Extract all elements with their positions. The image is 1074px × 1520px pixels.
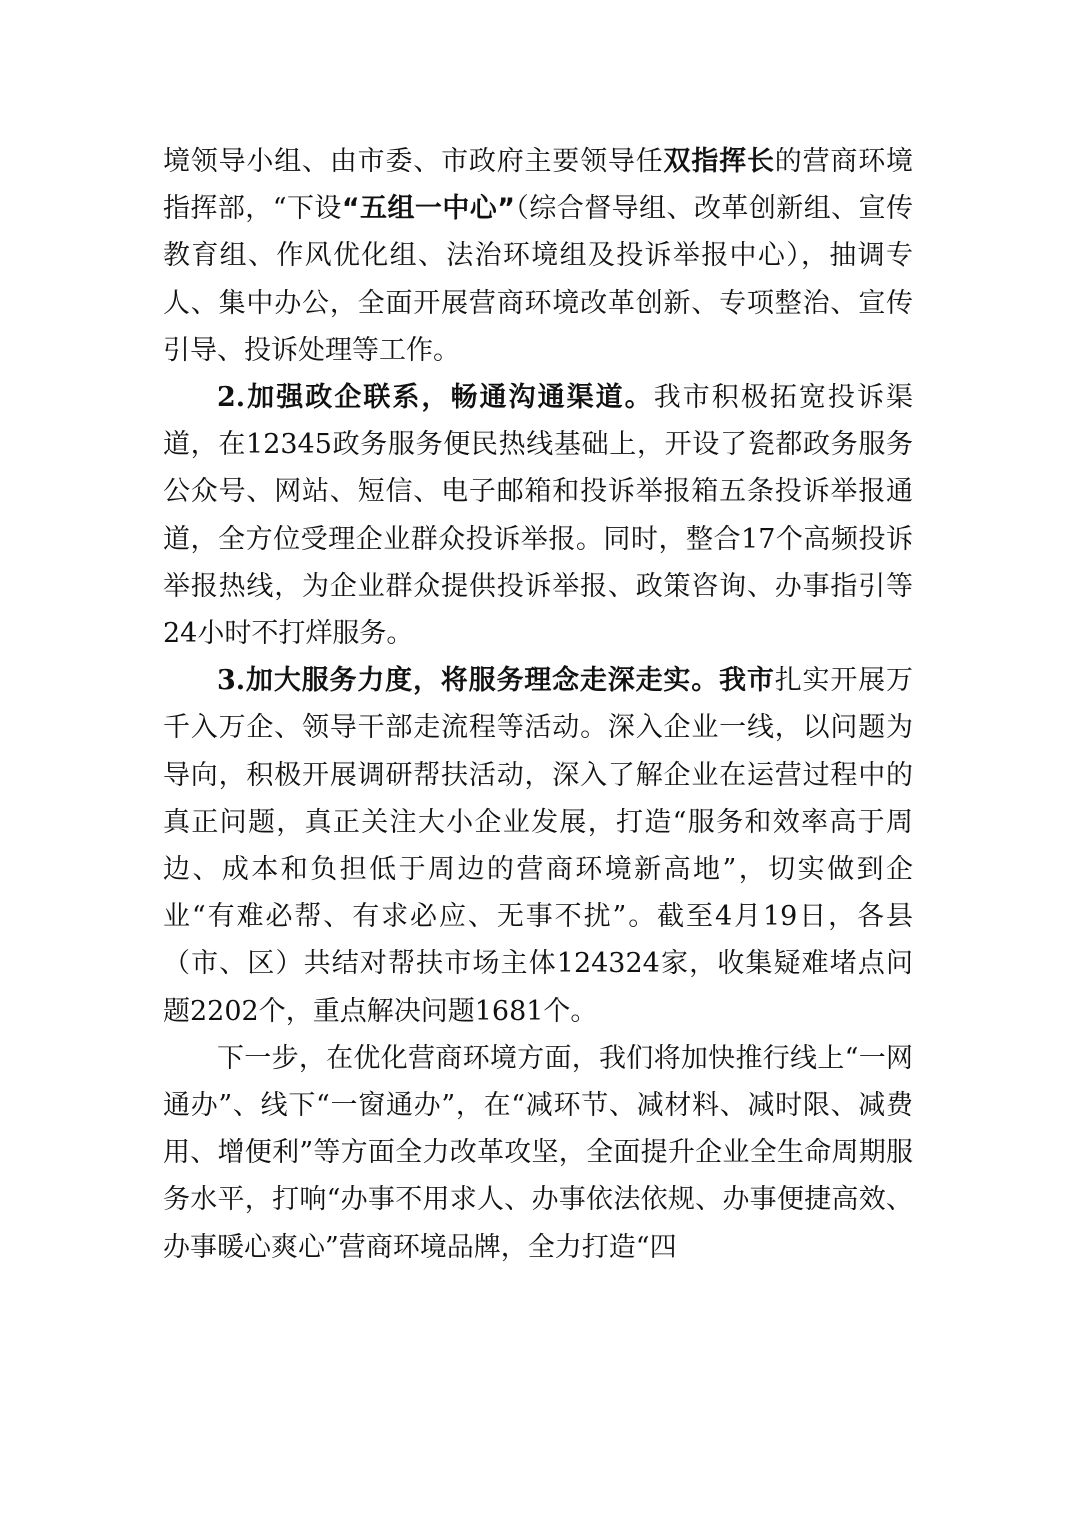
text-segment: 的营商环境指挥部，“下设 [163,146,914,225]
bold-text-segment: 双指挥长 [663,146,775,177]
text-segment: 扎实开展万千入万企、领导干部走流程等活动。深入企业一线，以问题为导向，积极开展调研帮扶活动，深入了解企业在运营过程中的真正问题，真正关注大小企业发展，打造“服务和效率高于周边、成本和负担低于周边的营商环境新高地”，切实做到企业“有难必帮、有求必应、无事不扰”。截至4月19日，各县（市、区）共结对帮扶市场主体124324家，收集疑难堵点问题2202个，重点解决问题1681个。 [163,665,914,1027]
text-segment: 我市积极拓宽投诉渠道，在12345政务服务便民热线基础上，开设了瓷都政务服务公众号、网站、短信、电子邮箱和投诉举报箱五条投诉举报通道，全方位受理企业群众投诉举报。同时，整合17个高频投诉举报热线，为企业群众提供投诉举报、政策咨询、办事指引等24小时不打烊服务。 [163,382,914,650]
bold-text-segment: “五组一中心” [341,193,515,225]
paragraph-4 [163,1035,913,1271]
text-segment: 下一步，在优化营商环境方面，我们将加快推行线上“一网通办”、线下“一窗通办”，在“减环节、减材料、减时限、减费用、增便利”等方面全力改革攻坚，全面提升企业全生命周期服务水平，打响“办事不用求人、办事依法依规、办事便捷高效、办事暖心爽心”营商环境品牌，全力打造“四 [163,1042,913,1263]
document-body [163,138,913,1271]
paragraph-2 [163,374,913,657]
paragraph-3 [163,657,913,1035]
section-heading-2: 2.加强政企联系，畅通沟通渠道。 [217,382,654,414]
text-segment: （综合督导组、改革创新组、宣传教育组、作风优化组、法治环境组及投诉举报中心），抽调专人、集中办公，全面开展营商环境改革创新、专项整治、宣传引导、投诉处理等工作。 [163,193,913,366]
text-segment: 境领导小组、由市委、市政府主要领导任 [163,146,664,177]
paragraph-1 [163,138,913,374]
section-heading-3: 3.加大服务力度，将服务理念走深走实。我市 [217,665,775,697]
